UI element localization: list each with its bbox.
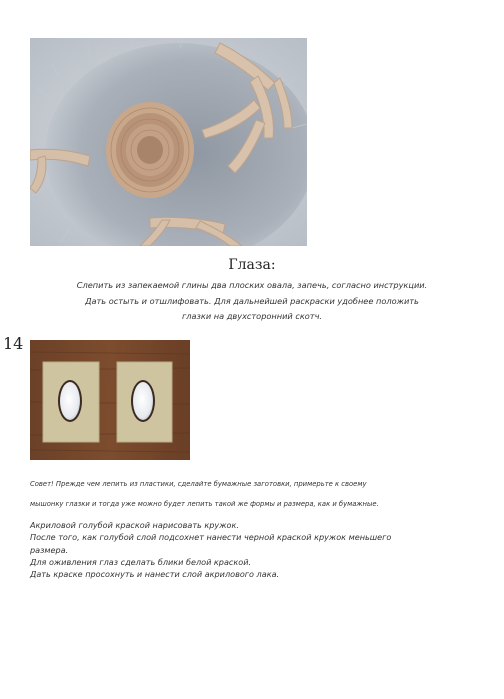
step-number: 14 xyxy=(3,334,24,353)
clay-eyes-photo xyxy=(30,340,190,460)
eyes-section-title: Глаза: xyxy=(228,257,276,273)
eyes-intro-text xyxy=(30,278,474,325)
instruction-line: После того, как голубой слой подсохнет нанести черной краской кружок меньшего xyxy=(30,532,392,543)
intro-line: глазки на двухсторонний скотч. xyxy=(181,311,323,321)
mouse-head-photo xyxy=(30,38,307,246)
instruction-line: размера. xyxy=(30,544,69,555)
tip-text xyxy=(30,474,480,514)
painting-instructions xyxy=(30,519,480,580)
tip-line: мышонку глазки и тогда уже можно будет лепить такой же формы и размера, как и бумажные. xyxy=(30,500,379,508)
instruction-line: Дать краске просохнуть и нанести слой акрилового лака. xyxy=(30,569,280,580)
tip-line: Совет! Прежде чем лепить из пластики, сделайте бумажные заготовки, примерьте к своему xyxy=(30,480,367,488)
instruction-line: Акриловой голубой краской нарисовать кружок. xyxy=(30,520,239,530)
intro-line: Слепить из запекаемой глины два плоских овала, запечь, согласно инструкции. xyxy=(76,280,428,290)
intro-line: Дать остыть и отшлифовать. Для дальнейшей раскраски удобнее положить xyxy=(85,295,419,306)
instruction-line: Для оживления глаз сделать блики белой краской. xyxy=(30,556,252,567)
